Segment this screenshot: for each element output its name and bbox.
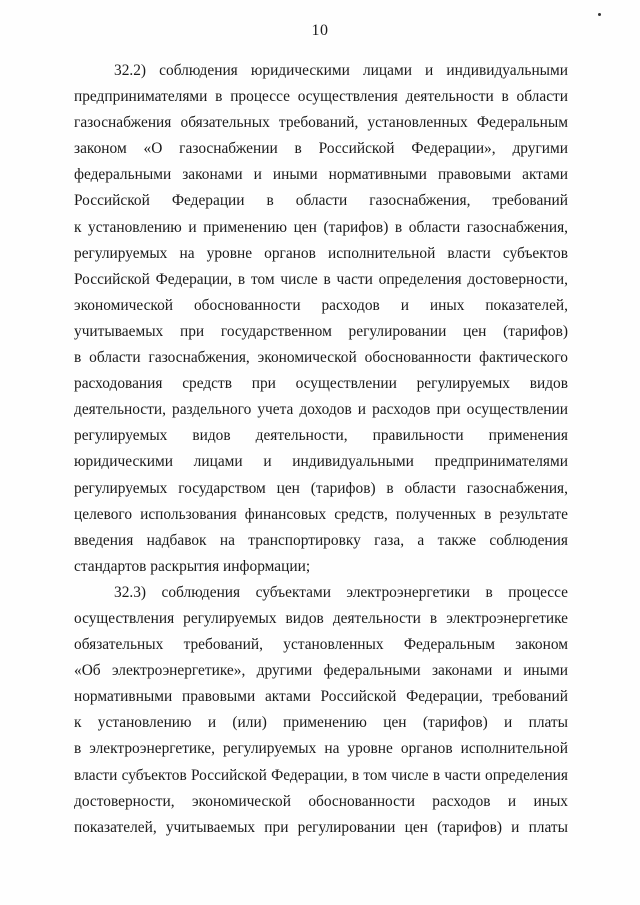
scan-speck bbox=[598, 13, 601, 16]
text-line: осуществления регулируемых видов деятельности в электроэнергетике bbox=[74, 609, 568, 627]
text-line: газоснабжения обязательных требований, установленных Федеральным bbox=[74, 114, 568, 132]
paragraph-32-2 bbox=[74, 58, 568, 580]
text-line: деятельности, раздельного учета доходов и расходов при осуществлении bbox=[74, 401, 568, 419]
text-line: стандартов раскрытия информации; bbox=[74, 557, 311, 575]
text-line: введения надбавок на транспортировку газа, а также соблюдения bbox=[74, 531, 568, 549]
text-line: предпринимателями в процессе осуществления деятельности в области bbox=[74, 88, 568, 106]
paragraph-32-3 bbox=[74, 580, 568, 841]
text-line: целевого использования финансовых средств, полученных в результате bbox=[74, 505, 568, 523]
text-line: регулируемых видов деятельности, правильности применения bbox=[74, 427, 568, 445]
text-line: экономической обоснованности расходов и иных показателей, bbox=[74, 296, 568, 314]
text-line: 32.3) соблюдения субъектами электроэнергетики в процессе bbox=[114, 583, 568, 601]
text-line: «Об электроэнергетике», другими федеральными законами и иными bbox=[74, 662, 568, 680]
text-line: к установлению и применению цен (тарифов) в области газоснабжения, bbox=[74, 218, 568, 236]
text-line: законом «О газоснабжении в Российской Федерации», другими bbox=[74, 140, 568, 158]
text-line: юридическими лицами и индивидуальными предпринимателями bbox=[74, 453, 568, 471]
document-body bbox=[74, 58, 568, 841]
text-line: Российской Федерации, в том числе в части определения достоверности, bbox=[74, 270, 568, 288]
text-line: в области газоснабжения, экономической обоснованности фактического bbox=[74, 349, 568, 367]
text-line: власти субъектов Российской Федерации, в том числе в части определения bbox=[74, 766, 568, 784]
text-line: Российской Федерации в области газоснабжения, требований bbox=[74, 192, 568, 210]
text-line: нормативными правовыми актами Российской Федерации, требований bbox=[74, 688, 568, 706]
text-line: показателей, учитываемых при регулировании цен (тарифов) и платы bbox=[74, 818, 568, 836]
text-line: регулируемых на уровне органов исполнительной власти субъектов bbox=[74, 244, 568, 262]
text-line: регулируемых государством цен (тарифов) в области газоснабжения, bbox=[74, 479, 568, 497]
text-line: расходования средств при осуществлении регулируемых видов bbox=[74, 375, 568, 393]
text-line: федеральными законами и иными нормативными правовыми актами bbox=[74, 166, 568, 184]
text-line: достоверности, экономической обоснованности расходов и иных bbox=[74, 792, 568, 810]
page-number: 10 bbox=[311, 22, 329, 39]
text-line: учитываемых при государственном регулировании цен (тарифов) bbox=[74, 322, 568, 340]
text-line: к установлению и (или) применению цен (тарифов) и платы bbox=[74, 714, 568, 732]
text-line: 32.2) соблюдения юридическими лицами и индивидуальными bbox=[114, 62, 568, 79]
text-line: в электроэнергетике, регулируемых на уровне органов исполнительной bbox=[74, 740, 568, 758]
text-line: обязательных требований, установленных Федеральным законом bbox=[74, 636, 568, 654]
